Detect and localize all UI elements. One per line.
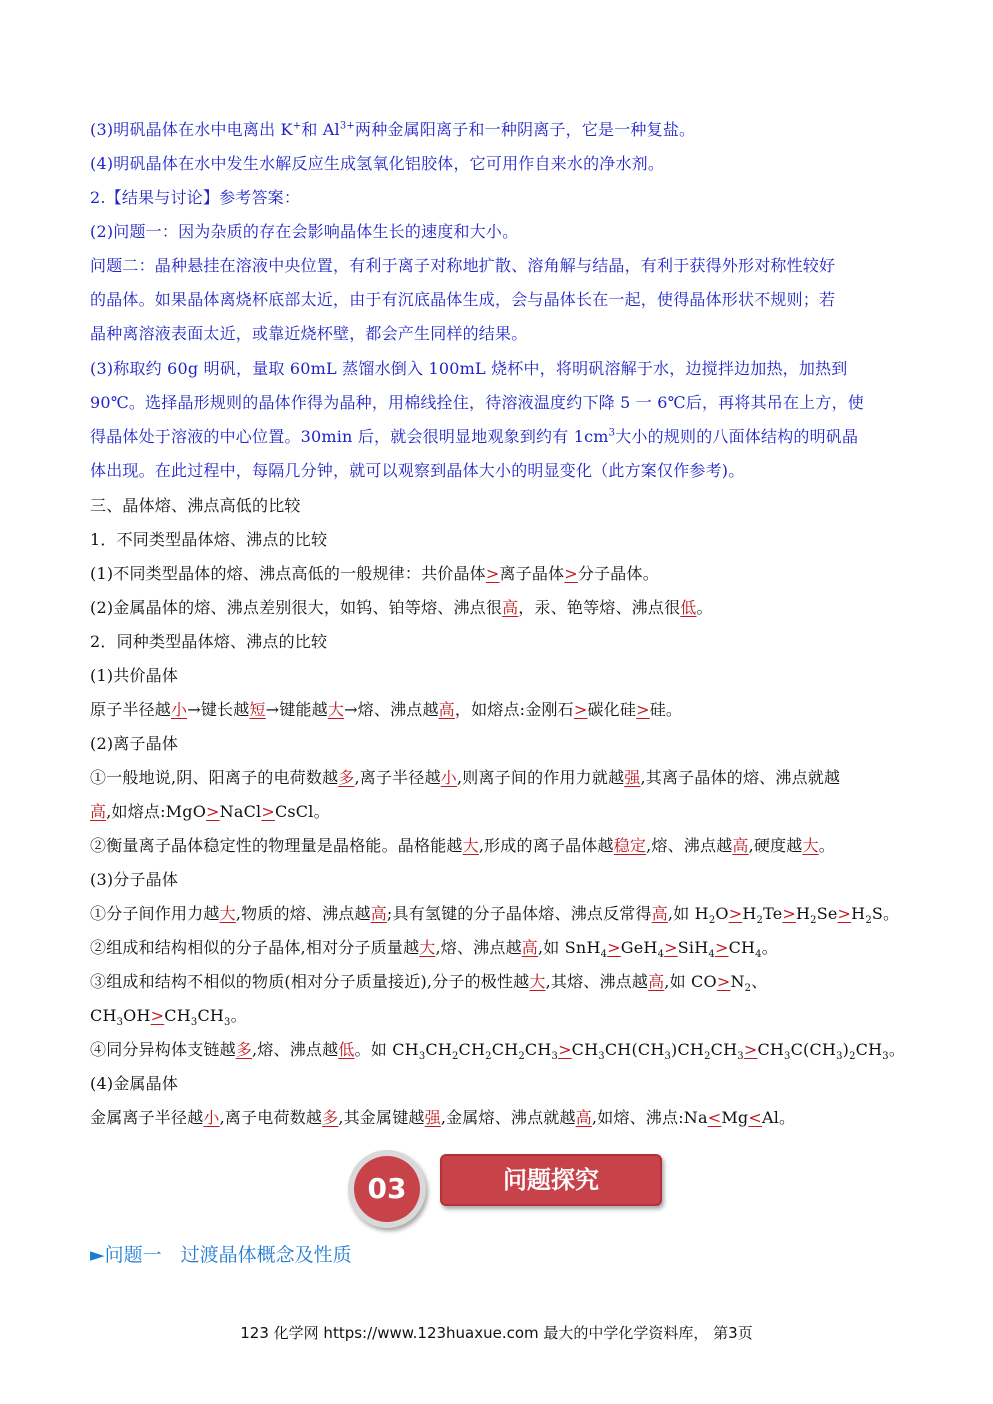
text-line [90, 802, 910, 822]
text-run: ,离子半径越 [354, 768, 441, 787]
answer-fill: 大 [219, 904, 236, 923]
text-line [90, 359, 910, 379]
text-run: (3)称取约 60g 明矾，量取 60mL 蒸馏水倒入 100mL 烧杯中，将明矾溶解于水，边搅拌边加热，加热到 [90, 359, 848, 378]
text-run: ②组成和结构相似的分子晶体,相对分子质量越 [90, 938, 420, 957]
text-run: ,其离子晶体的熔、沸点就越 [640, 768, 841, 787]
answer-fill: > [743, 1040, 758, 1059]
answer-fill: 多 [322, 1108, 339, 1127]
text-line [90, 1040, 910, 1063]
subscript: 3 [551, 1051, 559, 1063]
text-line [90, 938, 910, 961]
text-run: →键长越 [187, 700, 250, 719]
subscript: 2 [849, 1051, 856, 1063]
text-run: ;具有氢键的分子晶体熔、沸点反常得 [386, 904, 652, 923]
text-run: (2)离子晶体 [90, 734, 179, 753]
text-run: 金属离子半径越 [90, 1108, 204, 1127]
text-line [90, 393, 910, 413]
subscript: 2 [756, 915, 764, 927]
answer-fill: 多 [235, 1040, 253, 1059]
text-run: 晶种离溶液表面太近，或靠近烧杯壁，都会产生同样的结果。 [90, 324, 528, 343]
answer-fill: 大 [419, 938, 436, 957]
text-run: CsCl。 [274, 802, 330, 821]
text-line [90, 154, 910, 174]
subscript: 3 [664, 1051, 672, 1063]
section-badge [348, 1148, 668, 1228]
text-run: H [795, 904, 811, 923]
subscript: 2 [485, 1051, 492, 1063]
answer-fill: 高 [438, 700, 455, 719]
subscript: 2 [744, 983, 752, 995]
text-run: (3)明矾晶体在水中电离出 K [90, 120, 293, 139]
answer-fill: 大 [802, 836, 819, 855]
answer-fill: 大 [529, 972, 546, 991]
text-run: S。 [871, 904, 900, 923]
text-run: 2.【结果与讨论】参考答案： [90, 188, 301, 207]
text-run: →熔、沸点越 [344, 700, 439, 719]
text-run: 硅。 [649, 700, 683, 719]
text-run: NaCl [219, 802, 262, 821]
answer-fill: > [782, 904, 796, 923]
text-run: (4)明矾晶体在水中发生水解反应生成氢氧化铝胶体，它可用作自来水的净水剂。 [90, 154, 665, 173]
text-run: OH [123, 1006, 151, 1025]
text-run: ,如 SnH [538, 938, 601, 957]
subscript: 4 [600, 949, 608, 961]
text-run: Te [763, 904, 783, 923]
text-run: ,如熔点:MgO [106, 802, 207, 821]
answer-fill: > [261, 802, 275, 821]
text-run: ④同分异构体支链越 [90, 1040, 236, 1059]
answer-fill: > [206, 802, 220, 821]
text-run: ) [842, 1040, 850, 1059]
answer-fill: > [485, 564, 500, 583]
text-line [90, 530, 910, 550]
answer-fill: 高 [521, 938, 538, 957]
page-footer: 123 化学网 https://www.123huaxue.com 最大的中学化学资料库， 第3页 [240, 1324, 753, 1342]
text-run: (1)共价晶体 [90, 666, 179, 685]
text-line [90, 734, 910, 754]
text-line [90, 1006, 910, 1029]
text-run: ,形成的离子晶体越 [478, 836, 614, 855]
text-run: (3)分子晶体 [90, 870, 179, 889]
subscript: 3 [784, 1051, 791, 1063]
subscript: 2 [704, 1051, 711, 1063]
text-run: 2．同种类型晶体熔、沸点的比较 [90, 632, 328, 651]
text-run: 三、晶体熔、沸点高低的比较 [90, 496, 301, 515]
superscript: + [292, 120, 302, 132]
answer-fill: > [728, 904, 743, 923]
text-run: 得晶体处于溶液的中心位置。30min 后，就会很明显地观象到约有 1cm [90, 427, 609, 446]
answer-fill: > [150, 1006, 165, 1025]
answer-fill: 小 [440, 768, 457, 787]
text-run: 问题二：晶种悬挂在溶液中央位置，有利于离子对称地扩散、溶角解与结晶，有利于获得外形对称性较好 [90, 256, 836, 275]
text-run: ①分子间作用力越 [90, 904, 220, 923]
text-run: ,熔、沸点越 [435, 938, 522, 957]
text-line [90, 870, 910, 890]
text-run: CH [425, 1040, 452, 1059]
text-run: (4)金属晶体 [90, 1074, 179, 1093]
text-line [90, 427, 910, 447]
text-run: H [742, 904, 757, 923]
text-line [90, 972, 910, 995]
answer-fill: 高 [648, 972, 665, 991]
text-run: ②衡量离子晶体稳定性的物理量是晶格能。晶格能越 [90, 836, 463, 855]
text-run: CH [164, 1006, 191, 1025]
text-run: 的晶体。如果晶体离烧杯底部太近，由于有沉底晶体生成，会与晶体长在一起，使得晶体形状不规则；若 [90, 290, 836, 309]
text-run: 两种金属阳离子和一种阴离子，它是一种复盐。 [355, 120, 696, 139]
text-run: CH [197, 1006, 225, 1025]
text-run: CH [710, 1040, 738, 1059]
text-line [90, 598, 910, 618]
text-run: ③组成和结构不相似的物质(相对分子质量接近),分子的极性越 [90, 972, 530, 991]
text-run: 1．不同类型晶体熔、沸点的比较 [90, 530, 328, 549]
answer-fill: > [558, 1040, 572, 1059]
text-run: CH [491, 1040, 519, 1059]
text-run: H [851, 904, 866, 923]
text-run: 。 [888, 1040, 906, 1059]
text-run: CH [458, 1040, 486, 1059]
subscript: 2 [810, 915, 817, 927]
answer-fill: > [664, 938, 678, 957]
answer-fill: 短 [249, 700, 266, 719]
text-run: ,熔、沸点越 [252, 1040, 339, 1059]
subscript: 4 [708, 949, 715, 961]
answer-fill: > [564, 564, 578, 583]
text-run: Al。 [761, 1108, 796, 1127]
answer-fill: 高 [651, 904, 668, 923]
subscript: 3 [116, 1017, 124, 1029]
answer-fill: 高 [502, 598, 519, 617]
text-run: SiH [677, 938, 709, 957]
text-line [90, 768, 910, 788]
answer-fill: > [716, 972, 731, 991]
answer-fill: 稳定 [613, 836, 647, 855]
answer-fill: 高 [90, 802, 107, 821]
text-line [90, 1108, 910, 1128]
text-run: ,如熔、沸点:Na [591, 1108, 708, 1127]
text-run: 。 [818, 836, 835, 855]
text-run: ①一般地说,阴、阳离子的电荷数越 [90, 768, 339, 787]
text-run: (2)问题一：因为杂质的存在会影响晶体生长的速度和大小。 [90, 222, 519, 241]
answer-fill: > [837, 904, 852, 923]
answer-fill: 高 [575, 1108, 592, 1127]
text-line [90, 324, 910, 344]
text-run: 、 [751, 972, 768, 991]
text-run: ,离子电荷数越 [219, 1108, 323, 1127]
text-line [90, 188, 910, 208]
answer-fill: < [748, 1108, 762, 1127]
text-run: O [715, 904, 729, 923]
text-run: 。 [696, 598, 713, 617]
text-run: 90℃。选择晶形规则的晶体作得为晶种，用棉线拴住，待溶液温度约下降 5 一 6℃后，再将其吊在上方，使 [90, 393, 864, 412]
text-run: CH [757, 1040, 785, 1059]
section-title: ►问题一 过渡晶体概念及性质 [90, 1244, 352, 1266]
answer-fill: 小 [171, 700, 188, 719]
text-run: ,其金属键越 [338, 1108, 425, 1127]
text-run: CH [728, 938, 756, 957]
subscript: 3 [737, 1051, 744, 1063]
superscript: 3 [608, 427, 616, 439]
text-line [90, 496, 910, 516]
text-line [90, 632, 910, 652]
text-run: N [730, 972, 745, 991]
answer-fill: > [714, 938, 729, 957]
text-run: 大小的规则的八面体结构的明矾晶 [615, 427, 859, 446]
text-run: Se [816, 904, 838, 923]
text-line [90, 564, 910, 584]
subscript: 3 [224, 1017, 231, 1029]
text-run: (1)不同类型晶体的熔、沸点高低的一般规律：共价晶体 [90, 564, 486, 583]
subscript: 3 [882, 1051, 889, 1063]
text-run: )CH [671, 1040, 705, 1059]
text-run: 体出现。在此过程中，每隔几分钟，就可以观察到晶体大小的明显变化（此方案仅作参考)。 [90, 461, 745, 480]
subscript: 3 [836, 1051, 843, 1063]
subscript: 2 [865, 915, 872, 927]
text-line [90, 836, 910, 856]
text-run: ，汞、铯等熔、沸点很 [518, 598, 681, 617]
subscript: 3 [418, 1051, 426, 1063]
badge-circle [348, 1150, 426, 1228]
subscript: 4 [657, 949, 665, 961]
answer-fill: < [707, 1108, 722, 1127]
subscript: 3 [190, 1017, 198, 1029]
text-line [90, 461, 910, 481]
subscript: 2 [518, 1051, 525, 1063]
text-run: ,物质的熔、沸点越 [235, 904, 371, 923]
text-line [90, 666, 910, 686]
answer-fill: > [636, 700, 650, 719]
text-run: 。如 CH [354, 1040, 419, 1059]
text-run: →键能越 [265, 700, 328, 719]
answer-fill: 大 [327, 700, 345, 719]
subscript: 2 [451, 1051, 459, 1063]
answer-fill: 高 [732, 836, 749, 855]
answer-fill: 多 [338, 768, 355, 787]
text-run: CH(CH [604, 1040, 665, 1059]
text-line [90, 290, 910, 310]
text-run: 离子晶体 [499, 564, 565, 583]
text-run: (2)金属晶体的熔、沸点差别很大，如钨、铂等熔、沸点很 [90, 598, 503, 617]
text-run: ,如 H [667, 904, 709, 923]
text-run: CH [571, 1040, 599, 1059]
answer-fill: 高 [370, 904, 387, 923]
text-run: ,熔、沸点越 [646, 836, 733, 855]
text-run: ,硬度越 [748, 836, 803, 855]
text-line [90, 700, 910, 720]
text-run: ,则离子间的作用力就越 [457, 768, 625, 787]
text-run: GeH [620, 938, 658, 957]
text-run: 原子半径越 [90, 700, 172, 719]
text-run: ,其熔、沸点越 [545, 972, 649, 991]
superscript: 3+ [339, 120, 356, 132]
text-run: 。 [230, 1006, 247, 1025]
answer-fill: 低 [338, 1040, 355, 1059]
text-run: ,金属熔、沸点就越 [440, 1108, 576, 1127]
text-run: CH [855, 1040, 883, 1059]
subscript: 4 [755, 949, 762, 961]
answer-fill: 强 [624, 768, 641, 787]
answer-fill: > [573, 700, 588, 719]
answer-fill: 强 [424, 1108, 441, 1127]
subscript: 3 [598, 1051, 605, 1063]
answer-fill: 低 [680, 598, 697, 617]
text-run: 和 Al [301, 120, 340, 139]
answer-fill: 大 [462, 836, 479, 855]
text-line [90, 222, 910, 242]
badge-title: 问题探究 [440, 1154, 662, 1206]
text-run: C(CH [790, 1040, 837, 1059]
text-line [90, 256, 910, 276]
text-run: Mg [721, 1108, 749, 1127]
text-run: ，如熔点:金刚石 [454, 700, 574, 719]
text-run: 。 [761, 938, 778, 957]
text-line [90, 904, 910, 927]
text-line [90, 1074, 910, 1094]
answer-fill: 小 [203, 1108, 220, 1127]
subscript: 2 [708, 915, 716, 927]
text-run: 分子晶体。 [577, 564, 659, 583]
text-run: ,如 CO [664, 972, 717, 991]
text-run: 碳化硅 [587, 700, 637, 719]
text-line [90, 120, 910, 140]
badge-number: 03 [354, 1156, 420, 1222]
text-run: CH [524, 1040, 552, 1059]
answer-fill: > [607, 938, 621, 957]
text-run: CH [90, 1006, 117, 1025]
